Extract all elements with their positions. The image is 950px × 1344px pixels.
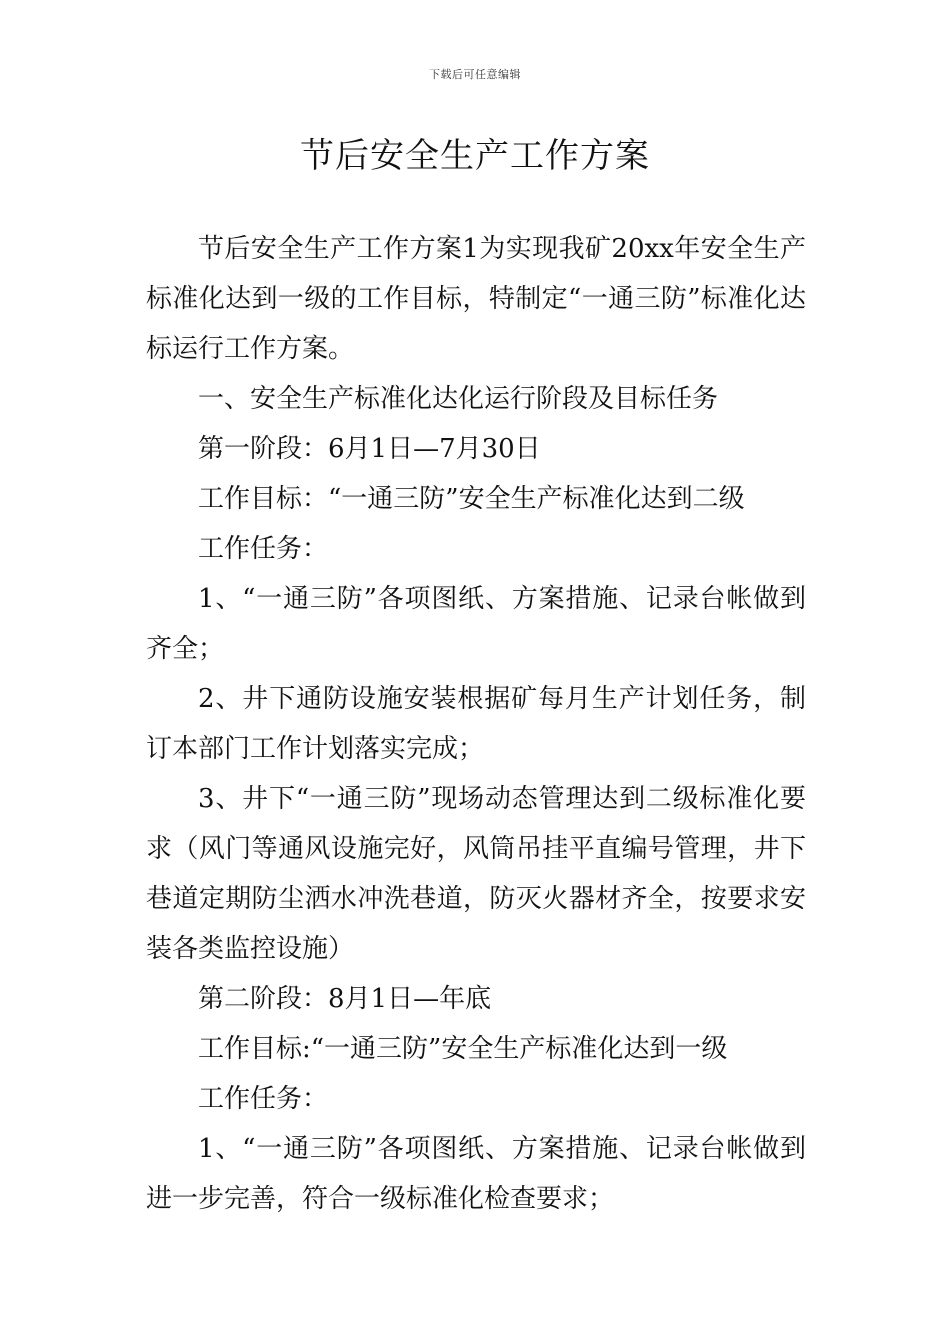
paragraph-stage-two-goal: 工作目标:“一通三防”安全生产标准化达到一级 [198, 1034, 728, 1064]
document-title: 节后安全生产工作方案 [300, 136, 650, 176]
paragraph-stage-one-tasks-label: 工作任务： [198, 534, 329, 564]
paragraph-intro: 节后安全生产工作方案1为实现我矿20xx年安全生产标准化达到一级的工作目标，特制定“一通三防”标准化达标运行工作方案。 [146, 234, 806, 364]
paragraph-stage-two: 第二阶段：8月1日—年底 [198, 984, 492, 1014]
paragraph-stage-one: 第一阶段：6月1日—7月30日 [198, 434, 541, 464]
paragraph-stage-one-task-1: 1、“一通三防”各项图纸、方案措施、记录台帐做到齐全； [146, 584, 806, 664]
paragraph-section-heading: 一、安全生产标准化达化运行阶段及目标任务 [198, 384, 719, 414]
paragraph-stage-two-task-1: 1、“一通三防”各项图纸、方案措施、记录台帐做到进一步完善，符合一级标准化检查要求； [146, 1134, 806, 1214]
paragraph-stage-one-task-3: 3、井下“一通三防”现场动态管理达到二级标准化要求（风门等通风设施完好，风筒吊挂平直编号管理，井下巷道定期防尘洒水冲洗巷道，防灭火器材齐全，按要求安装各类监控设施） [146, 784, 806, 964]
paragraph-stage-two-tasks-label: 工作任务： [198, 1084, 329, 1114]
paragraph-stage-one-task-2: 2、井下通防设施安装根据矿每月生产计划任务，制订本部门工作计划落实完成； [146, 684, 806, 764]
paragraph-stage-one-goal: 工作目标：“一通三防”安全生产标准化达到二级 [198, 484, 745, 514]
document-body [146, 224, 806, 1224]
header-note: 下载后可任意编辑 [429, 68, 521, 81]
